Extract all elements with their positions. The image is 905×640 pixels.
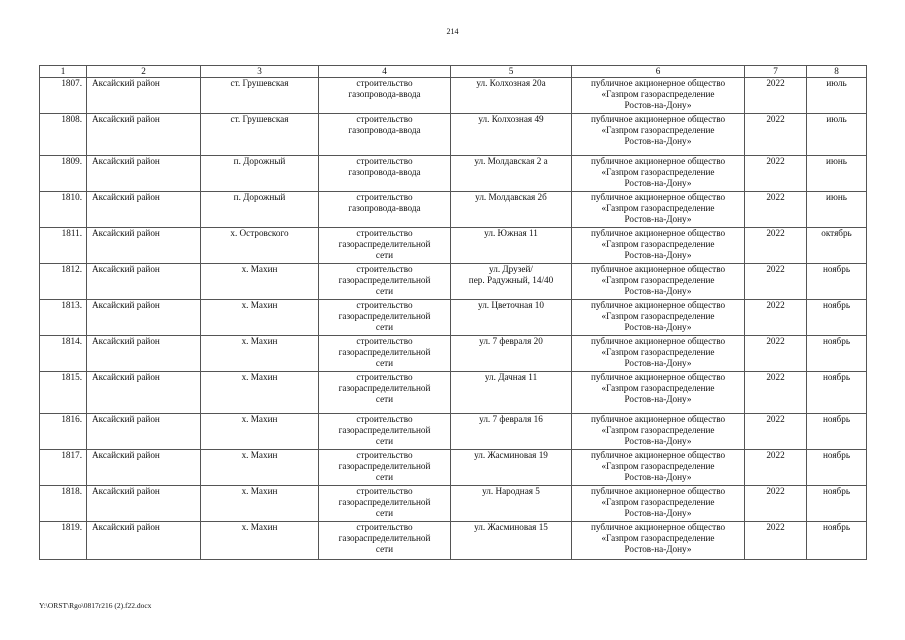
settlement-cell: х. Махин (201, 300, 319, 336)
organization-cell-line: «Газпром газораспределение (601, 425, 715, 435)
work-type-cell-line: сети (375, 508, 394, 518)
organization-cell-line: «Газпром газораспределение (601, 89, 715, 99)
row-number-cell: 1813. (40, 300, 87, 336)
row-number-cell: 1815. (40, 372, 87, 414)
district-cell: Аксайский район (87, 372, 201, 414)
column-header-5: 5 (451, 66, 572, 78)
year-cell: 2022 (745, 156, 807, 192)
table-row (40, 372, 867, 414)
organization-cell-line: Ростов-на-Дону» (624, 136, 692, 146)
work-type-cell (319, 522, 451, 560)
work-type-cell-line: строительство (356, 522, 413, 532)
work-type-cell-line: газопровода-ввода (348, 89, 421, 99)
table-row (40, 300, 867, 336)
organization-cell-line: «Газпром газораспределение (601, 203, 715, 213)
month-cell: ноябрь (807, 450, 867, 486)
organization-cell-line: публичное акционерное общество (590, 486, 726, 496)
settlement-cell: х. Махин (201, 522, 319, 560)
row-number-cell: 1809. (40, 156, 87, 192)
address-cell (451, 414, 572, 450)
work-type-cell-line: газораспределительной (338, 497, 431, 507)
work-type-cell-line: строительство (356, 486, 413, 496)
table-row (40, 192, 867, 228)
district-cell: Аксайский район (87, 486, 201, 522)
table-row (40, 228, 867, 264)
column-header-2: 2 (87, 66, 201, 78)
district-cell: Аксайский район (87, 414, 201, 450)
work-type-cell-line: строительство (356, 156, 413, 166)
organization-cell-line: Ростов-на-Дону» (624, 178, 692, 188)
row-number-cell: 1819. (40, 522, 87, 560)
address-cell-line: ул. 7 февраля 16 (479, 414, 543, 424)
work-type-cell (319, 192, 451, 228)
organization-cell-line: публичное акционерное общество (590, 522, 726, 532)
organization-cell-line: публичное акционерное общество (590, 300, 726, 310)
organization-cell-line: публичное акционерное общество (590, 114, 726, 124)
settlement-cell: х. Махин (201, 450, 319, 486)
work-type-cell-line: газораспределительной (338, 533, 431, 543)
address-cell-line: ул. Дачная 11 (484, 372, 538, 382)
organization-cell-line: «Газпром газораспределение (601, 461, 715, 471)
work-type-cell (319, 336, 451, 372)
address-cell (451, 486, 572, 522)
settlement-cell: х. Махин (201, 372, 319, 414)
address-cell-line: ул. Молдавская 2б (475, 192, 547, 202)
address-cell-line: ул. Колхозная 49 (478, 114, 544, 124)
address-cell (451, 450, 572, 486)
address-cell-line: ул. 7 февраля 20 (479, 336, 543, 346)
organization-cell-line: «Газпром газораспределение (601, 347, 715, 357)
work-type-cell-line: газораспределительной (338, 461, 431, 471)
organization-cell-line: «Газпром газораспределение (601, 167, 715, 177)
organization-cell (572, 114, 745, 156)
table-row (40, 336, 867, 372)
settlement-cell: х. Островского (201, 228, 319, 264)
address-cell-line: ул. Колхозная 20а (476, 78, 546, 88)
organization-cell-line: Ростов-на-Дону» (624, 436, 692, 446)
address-cell (451, 264, 572, 300)
month-cell: ноябрь (807, 336, 867, 372)
address-cell (451, 336, 572, 372)
table-row (40, 78, 867, 114)
district-cell: Аксайский район (87, 228, 201, 264)
settlement-cell: х. Махин (201, 336, 319, 372)
organization-cell-line: Ростов-на-Дону» (624, 100, 692, 110)
year-cell: 2022 (745, 228, 807, 264)
column-header-8: 8 (807, 66, 867, 78)
address-cell-line: пер. Радужный, 14/40 (468, 275, 554, 285)
work-type-cell-line: строительство (356, 192, 413, 202)
work-type-cell-line: сети (375, 322, 394, 332)
organization-cell-line: Ростов-на-Дону» (624, 358, 692, 368)
year-cell: 2022 (745, 78, 807, 114)
organization-cell (572, 300, 745, 336)
address-cell (451, 156, 572, 192)
district-cell: Аксайский район (87, 114, 201, 156)
year-cell: 2022 (745, 450, 807, 486)
table-row (40, 450, 867, 486)
work-type-cell-line: строительство (356, 414, 413, 424)
work-type-cell (319, 114, 451, 156)
organization-cell-line: Ростов-на-Дону» (624, 286, 692, 296)
district-cell: Аксайский район (87, 264, 201, 300)
organization-cell-line: «Газпром газораспределение (601, 383, 715, 393)
organization-cell-line: Ростов-на-Дону» (624, 214, 692, 224)
organization-cell (572, 336, 745, 372)
address-cell-line: ул. Жасминовая 19 (474, 450, 548, 460)
work-type-cell (319, 264, 451, 300)
month-cell: ноябрь (807, 372, 867, 414)
organization-cell-line: Ростов-на-Дону» (624, 322, 692, 332)
organization-cell (572, 192, 745, 228)
row-number-cell: 1808. (40, 114, 87, 156)
work-type-cell-line: сети (375, 544, 394, 554)
organization-cell-line: «Газпром газораспределение (601, 239, 715, 249)
organization-cell-line: публичное акционерное общество (590, 264, 726, 274)
register-table (39, 65, 867, 560)
organization-cell-line: «Газпром газораспределение (601, 275, 715, 285)
work-type-cell-line: газораспределительной (338, 347, 431, 357)
organization-cell-line: публичное акционерное общество (590, 228, 726, 238)
work-type-cell-line: газораспределительной (338, 383, 431, 393)
month-cell: июнь (807, 156, 867, 192)
work-type-cell-line: газопровода-ввода (348, 125, 421, 135)
column-header-6: 6 (572, 66, 745, 78)
organization-cell (572, 156, 745, 192)
settlement-cell: п. Дорожный (201, 192, 319, 228)
address-cell-line: ул. Молдавская 2 а (474, 156, 548, 166)
year-cell: 2022 (745, 486, 807, 522)
work-type-cell-line: строительство (356, 264, 413, 274)
settlement-cell: х. Махин (201, 414, 319, 450)
district-cell: Аксайский район (87, 522, 201, 560)
footer-file-path: Y:\ORST\Rgo\0817r216 (2).f22.docx (39, 601, 152, 610)
organization-cell-line: Ростов-на-Дону» (624, 250, 692, 260)
table-row (40, 522, 867, 560)
settlement-cell: х. Махин (201, 486, 319, 522)
address-cell-line: ул. Друзей/ (489, 264, 533, 274)
address-cell (451, 228, 572, 264)
year-cell: 2022 (745, 264, 807, 300)
work-type-cell-line: строительство (356, 78, 413, 88)
header-row (40, 66, 867, 78)
month-cell: ноябрь (807, 264, 867, 300)
settlement-cell: х. Махин (201, 264, 319, 300)
district-cell: Аксайский район (87, 450, 201, 486)
column-header-4: 4 (319, 66, 451, 78)
address-cell (451, 192, 572, 228)
month-cell: июль (807, 114, 867, 156)
work-type-cell (319, 78, 451, 114)
row-number-cell: 1812. (40, 264, 87, 300)
row-number-cell: 1814. (40, 336, 87, 372)
organization-cell (572, 522, 745, 560)
work-type-cell (319, 228, 451, 264)
address-cell-line: ул. Народная 5 (482, 486, 540, 496)
organization-cell-line: публичное акционерное общество (590, 192, 726, 202)
month-cell: ноябрь (807, 486, 867, 522)
address-cell-line: ул. Жасминовая 15 (474, 522, 548, 532)
work-type-cell-line: строительство (356, 336, 413, 346)
month-cell: октябрь (807, 228, 867, 264)
year-cell: 2022 (745, 114, 807, 156)
organization-cell (572, 414, 745, 450)
year-cell: 2022 (745, 336, 807, 372)
work-type-cell (319, 414, 451, 450)
row-number-cell: 1816. (40, 414, 87, 450)
table-row (40, 114, 867, 156)
work-type-cell-line: сети (375, 394, 394, 404)
work-type-cell-line: газораспределительной (338, 239, 431, 249)
page-number: 214 (446, 27, 459, 36)
work-type-cell-line: строительство (356, 114, 413, 124)
work-type-cell-line: строительство (356, 450, 413, 460)
organization-cell-line: Ростов-на-Дону» (624, 544, 692, 554)
month-cell: июнь (807, 192, 867, 228)
organization-cell-line: публичное акционерное общество (590, 78, 726, 88)
district-cell: Аксайский район (87, 156, 201, 192)
organization-cell-line: публичное акционерное общество (590, 414, 726, 424)
organization-cell-line: «Газпром газораспределение (601, 497, 715, 507)
row-number-cell: 1807. (40, 78, 87, 114)
settlement-cell: ст. Грушевская (201, 78, 319, 114)
organization-cell (572, 450, 745, 486)
work-type-cell (319, 156, 451, 192)
table-row (40, 414, 867, 450)
settlement-cell: ст. Грушевская (201, 114, 319, 156)
organization-cell-line: публичное акционерное общество (590, 372, 726, 382)
district-cell: Аксайский район (87, 192, 201, 228)
work-type-cell-line: сети (375, 250, 394, 260)
organization-cell-line: Ростов-на-Дону» (624, 472, 692, 482)
year-cell: 2022 (745, 522, 807, 560)
address-cell (451, 78, 572, 114)
work-type-cell-line: строительство (356, 300, 413, 310)
organization-cell-line: «Газпром газораспределение (601, 311, 715, 321)
work-type-cell (319, 300, 451, 336)
organization-cell (572, 228, 745, 264)
organization-cell-line: публичное акционерное общество (590, 156, 726, 166)
address-cell (451, 372, 572, 414)
organization-cell-line: публичное акционерное общество (590, 336, 726, 346)
work-type-cell-line: газопровода-ввода (348, 203, 421, 213)
organization-cell (572, 486, 745, 522)
work-type-cell-line: газораспределительной (338, 275, 431, 285)
address-cell (451, 114, 572, 156)
row-number-cell: 1810. (40, 192, 87, 228)
table-row (40, 156, 867, 192)
district-cell: Аксайский район (87, 78, 201, 114)
year-cell: 2022 (745, 372, 807, 414)
work-type-cell (319, 450, 451, 486)
month-cell: ноябрь (807, 300, 867, 336)
row-number-cell: 1817. (40, 450, 87, 486)
month-cell: ноябрь (807, 522, 867, 560)
organization-cell-line: Ростов-на-Дону» (624, 508, 692, 518)
work-type-cell-line: строительство (356, 228, 413, 238)
column-header-1: 1 (40, 66, 87, 78)
work-type-cell-line: строительство (356, 372, 413, 382)
work-type-cell (319, 372, 451, 414)
organization-cell (572, 264, 745, 300)
organization-cell-line: «Газпром газораспределение (601, 533, 715, 543)
organization-cell-line: Ростов-на-Дону» (624, 394, 692, 404)
year-cell: 2022 (745, 300, 807, 336)
work-type-cell-line: газораспределительной (338, 425, 431, 435)
column-header-7: 7 (745, 66, 807, 78)
district-cell: Аксайский район (87, 300, 201, 336)
address-cell-line: ул. Цветочная 10 (478, 300, 544, 310)
work-type-cell-line: сети (375, 286, 394, 296)
month-cell: ноябрь (807, 414, 867, 450)
work-type-cell-line: сети (375, 472, 394, 482)
column-header-3: 3 (201, 66, 319, 78)
organization-cell-line: «Газпром газораспределение (601, 125, 715, 135)
work-type-cell-line: газопровода-ввода (348, 167, 421, 177)
organization-cell-line: публичное акционерное общество (590, 450, 726, 460)
month-cell: июль (807, 78, 867, 114)
work-type-cell-line: сети (375, 358, 394, 368)
year-cell: 2022 (745, 414, 807, 450)
work-type-cell-line: сети (375, 436, 394, 446)
work-type-cell (319, 486, 451, 522)
settlement-cell: п. Дорожный (201, 156, 319, 192)
address-cell (451, 522, 572, 560)
row-number-cell: 1818. (40, 486, 87, 522)
address-cell (451, 300, 572, 336)
district-cell: Аксайский район (87, 336, 201, 372)
organization-cell (572, 372, 745, 414)
table-row (40, 486, 867, 522)
table-row (40, 264, 867, 300)
work-type-cell-line: газораспределительной (338, 311, 431, 321)
address-cell-line: ул. Южная 11 (484, 228, 538, 238)
year-cell: 2022 (745, 192, 807, 228)
row-number-cell: 1811. (40, 228, 87, 264)
organization-cell (572, 78, 745, 114)
